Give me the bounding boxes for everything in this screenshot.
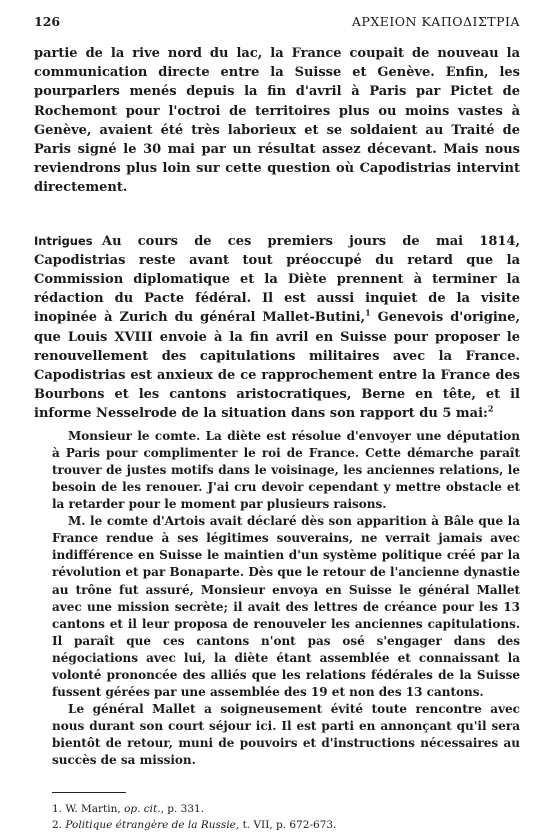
footnote-rest: t. VII, p. 672-673. bbox=[242, 818, 337, 831]
intrigues-text-a: Au cours de ces premiers jours de mai 1814, Capodistrias reste avant tout préoccupé du retard que la Commission diplomatique et la Diète prennent à terminer la rédaction du Pacte fédéral. Il est aussi inquiet de la visite inopinée à Zurich du général Mallet-Butini, bbox=[34, 233, 520, 326]
paragraph-intrigues bbox=[34, 232, 520, 424]
page bbox=[34, 14, 520, 833]
block-quote bbox=[34, 428, 520, 770]
footnote-1 bbox=[52, 801, 520, 817]
footnote-number: 1. bbox=[52, 802, 63, 815]
quote-paragraph: M. le comte d'Artois avait déclaré dès son apparition à Bâle que la France rendue à ses légitimes souverains, ne verrait jamais avec indifférence en Suisse le maintien d'un système politique créé par la révolution et par Bonaparte. Dès que le retour de l'ancienne dynastie au trône fut assuré, Monsieur envoya en Suisse le général Mallet avec une mission secrète; il avait des lettres de créance pour les 13 cantons et il leur proposa de renouveler les anciennes capitulations. Il paraît que ces cantons n'ont pas osé s'engager dans des négociations avec lui, la diète étant assemblée et connaissant la volonté prononcée des alliés que les relations fédérales de la Suisse fussent gérées par une assemblée des 19 et non des 13 cantons. bbox=[52, 514, 520, 700]
footnote-ref-1: 1 bbox=[365, 308, 371, 319]
footnote-title: op. cit., bbox=[124, 802, 164, 815]
footnote-number: 2. bbox=[52, 818, 63, 831]
paragraph-1: partie de la rive nord du lac, la France coupait de nouveau la communication directe entre la Suisse et Genève. Enfin, les pourparlers menés depuis la fin d'avril à Paris par Pictet de Rochemont pour l'octroi de territoires plus ou moins vastes à Genève, avaient été très laborieux et se soldaient au Traité de Paris signé le 30 mai par un résultat assez décevant. Mais nous reviendrons plus loin sur cette question où Capodistrias intervint directement. bbox=[34, 46, 520, 196]
intrigues-text-b: Genevois d'origine, que Louis XVIII envoie à la fin avril en Suisse pour proposer le renouvellement des capitulations militaires avec la France. Capodistrias est anxieux de ce rapprochement entre la France des Bourbons et les cantons aristocratiques, Berne en tête, et il informe Nesselrode de la situation dans son rapport du 5 mai: bbox=[34, 310, 521, 422]
footnote-divider bbox=[52, 792, 126, 793]
running-header bbox=[34, 14, 520, 34]
footnotes bbox=[34, 801, 520, 833]
footnote-2 bbox=[52, 817, 520, 833]
page-number: 126 bbox=[34, 14, 61, 29]
quote-paragraph: Le général Mallet a soigneusement évité toute rencontre avec nous durant son court séjour ici. Il est parti en annonçant qu'il sera bientôt de retour, muni de pouvoirs et d'instructions nécessaires au succès de sa mission. bbox=[52, 702, 520, 768]
quote-paragraph: Monsieur le comte. La diète est résolue d'envoyer une députation à Paris pour complimenter le roi de France. Cette démarche paraît trouver de justes motifs dans le voisinage, les anciennes relations, le besoin de les renouer. J'ai cru devoir cependant y mettre obstacle et la retarder pour le moment par plusieurs raisons. bbox=[52, 428, 520, 512]
footnote-ref-2: 2 bbox=[487, 404, 494, 415]
footnote-title: Politique étrangère de la Russie, bbox=[65, 818, 240, 831]
running-title: ΑΡΧΕΙΟΝ ΚΑΠΟΔΙΣΤΡΙΑ bbox=[351, 14, 520, 29]
sidenote-label: Intrigues bbox=[34, 233, 93, 248]
footnote-author: W. Martin, bbox=[65, 802, 121, 815]
footnote-rest: p. 331. bbox=[167, 802, 205, 815]
